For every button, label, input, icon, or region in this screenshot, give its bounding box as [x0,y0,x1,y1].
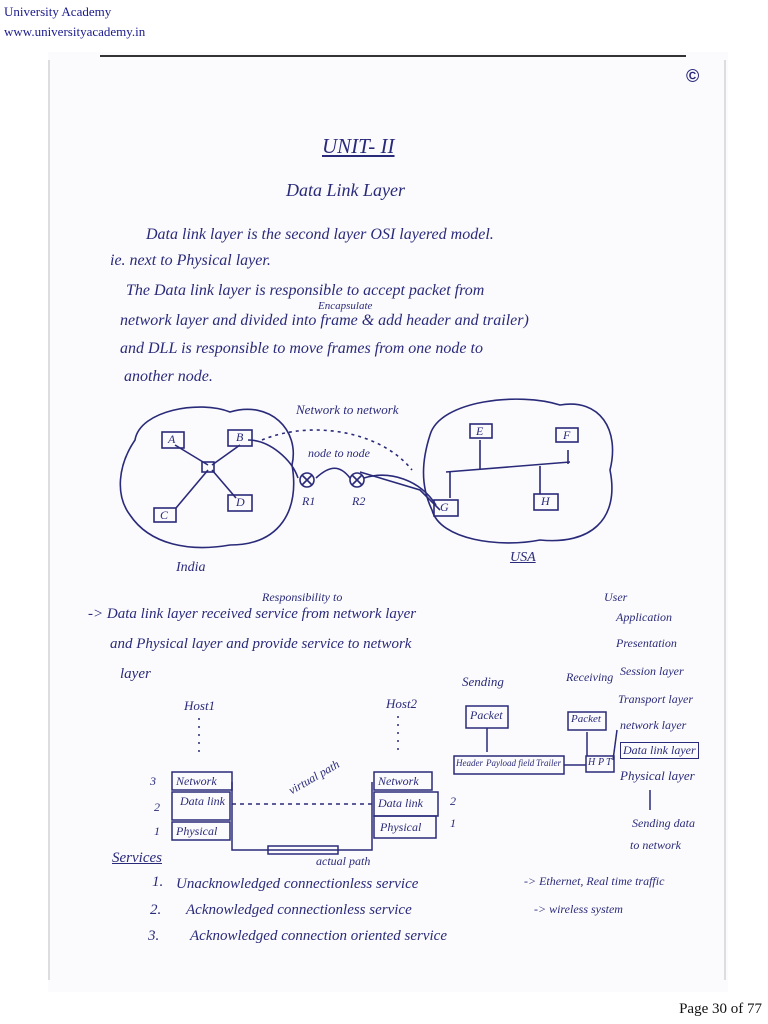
intro-line-2: ie. next to Physical layer. [110,252,271,269]
site-name: University Academy [4,4,112,19]
host1-layer-num-2: 2 [154,800,160,814]
responsibility-line-3: layer [120,666,151,682]
frame-payload: Payload field [486,758,535,768]
host1-label: Host1 [184,698,216,713]
node-d: D [236,495,245,509]
host1-layer-num-3: 3 [150,774,156,788]
sending-label: Sending [462,674,504,689]
stack-user: User [604,590,628,604]
responsibility-line-2: and Physical layer and provide service to network [110,636,412,652]
host2-network: Network [378,774,419,788]
router-r2: R2 [352,494,366,508]
host1-network: Network [176,774,217,788]
stack-presentation: Presentation [616,636,677,650]
receiving-label: Receiving [566,670,614,684]
router-r1: R1 [302,494,316,508]
node-c: C [160,508,169,522]
intro-line-5: and DLL is responsible to move frames from one node to [120,340,483,357]
unit-title: UNIT- II [322,134,395,158]
responsibility-line-1: -> Data link layer received service from network layer [88,606,417,622]
actual-path-label: actual path [316,854,371,868]
host2-physical: Physical [380,820,422,834]
stack-to-network: to network [630,838,681,852]
node-f: F [563,428,571,442]
stack-physical: Physical layer [620,768,695,783]
service-2-text: Acknowledged connectionless service [186,902,412,918]
service-1-note: -> Ethernet, Real time traffic [524,874,665,888]
service-1-text: Unacknowledged connectionless service [176,876,419,892]
stack-sending-data: Sending data [632,816,695,830]
recv-payload: P [598,757,605,768]
site-url[interactable]: www.universityacademy.in [4,24,146,39]
send-packet-box: Packet [470,708,503,722]
responsibility-insert: Responsibility to [262,590,343,604]
stack-session: Session layer [620,664,684,678]
host1-datalink: Data link [180,794,225,808]
page-number: Page 30 of 77 [679,1001,762,1017]
intro-line-6: another node. [124,368,213,385]
region-india: India [176,560,206,575]
recv-header: H [588,757,596,768]
service-3-num: 3. [148,928,160,944]
service-1-num: 1. [152,874,164,890]
services-heading: Services [112,850,162,866]
host2-datalink: Data link [378,796,423,810]
region-usa: USA [510,550,536,565]
host2-label: Host2 [386,696,418,711]
node-e: E [476,424,484,438]
node-to-node-label: node to node [308,446,370,460]
frame-header: Header [456,758,483,768]
stack-application: Application [616,610,672,624]
host2-layer-num-1: 1 [450,816,456,830]
stack-transport: Transport layer [618,692,694,706]
topic-title: Data Link Layer [286,180,405,200]
host2-layer-num-2: 2 [450,794,456,808]
service-2-note: -> wireless system [534,902,623,916]
node-a: A [168,432,176,446]
service-2-num: 2. [150,902,162,918]
virtual-path-label: virtual path [286,756,342,798]
network-caption: Network to network [296,402,399,417]
host1-physical: Physical [176,824,218,838]
intro-line-4: network layer and divided into frame & add header and trailer) [120,312,529,329]
intro-insert: Encapsulate [318,300,373,312]
stack-network: network layer [620,718,687,732]
receive-packet-box: Packet [571,713,601,725]
service-3-text: Acknowledged connection oriented service [190,928,447,944]
node-g: G [440,500,449,514]
intro-line-3: The Data link layer is responsible to accept packet from [126,282,485,299]
page-mark: © [686,66,700,86]
frame-trailer: Trailer [536,758,562,768]
intro-line-1: Data link layer is the second layer OSI layered model. [146,226,494,243]
host1-layer-num-1: 1 [154,824,160,838]
node-b: B [236,430,244,444]
stack-data-link: Data link layer [620,742,699,759]
recv-trailer: T [606,757,612,768]
node-h: H [541,494,550,508]
